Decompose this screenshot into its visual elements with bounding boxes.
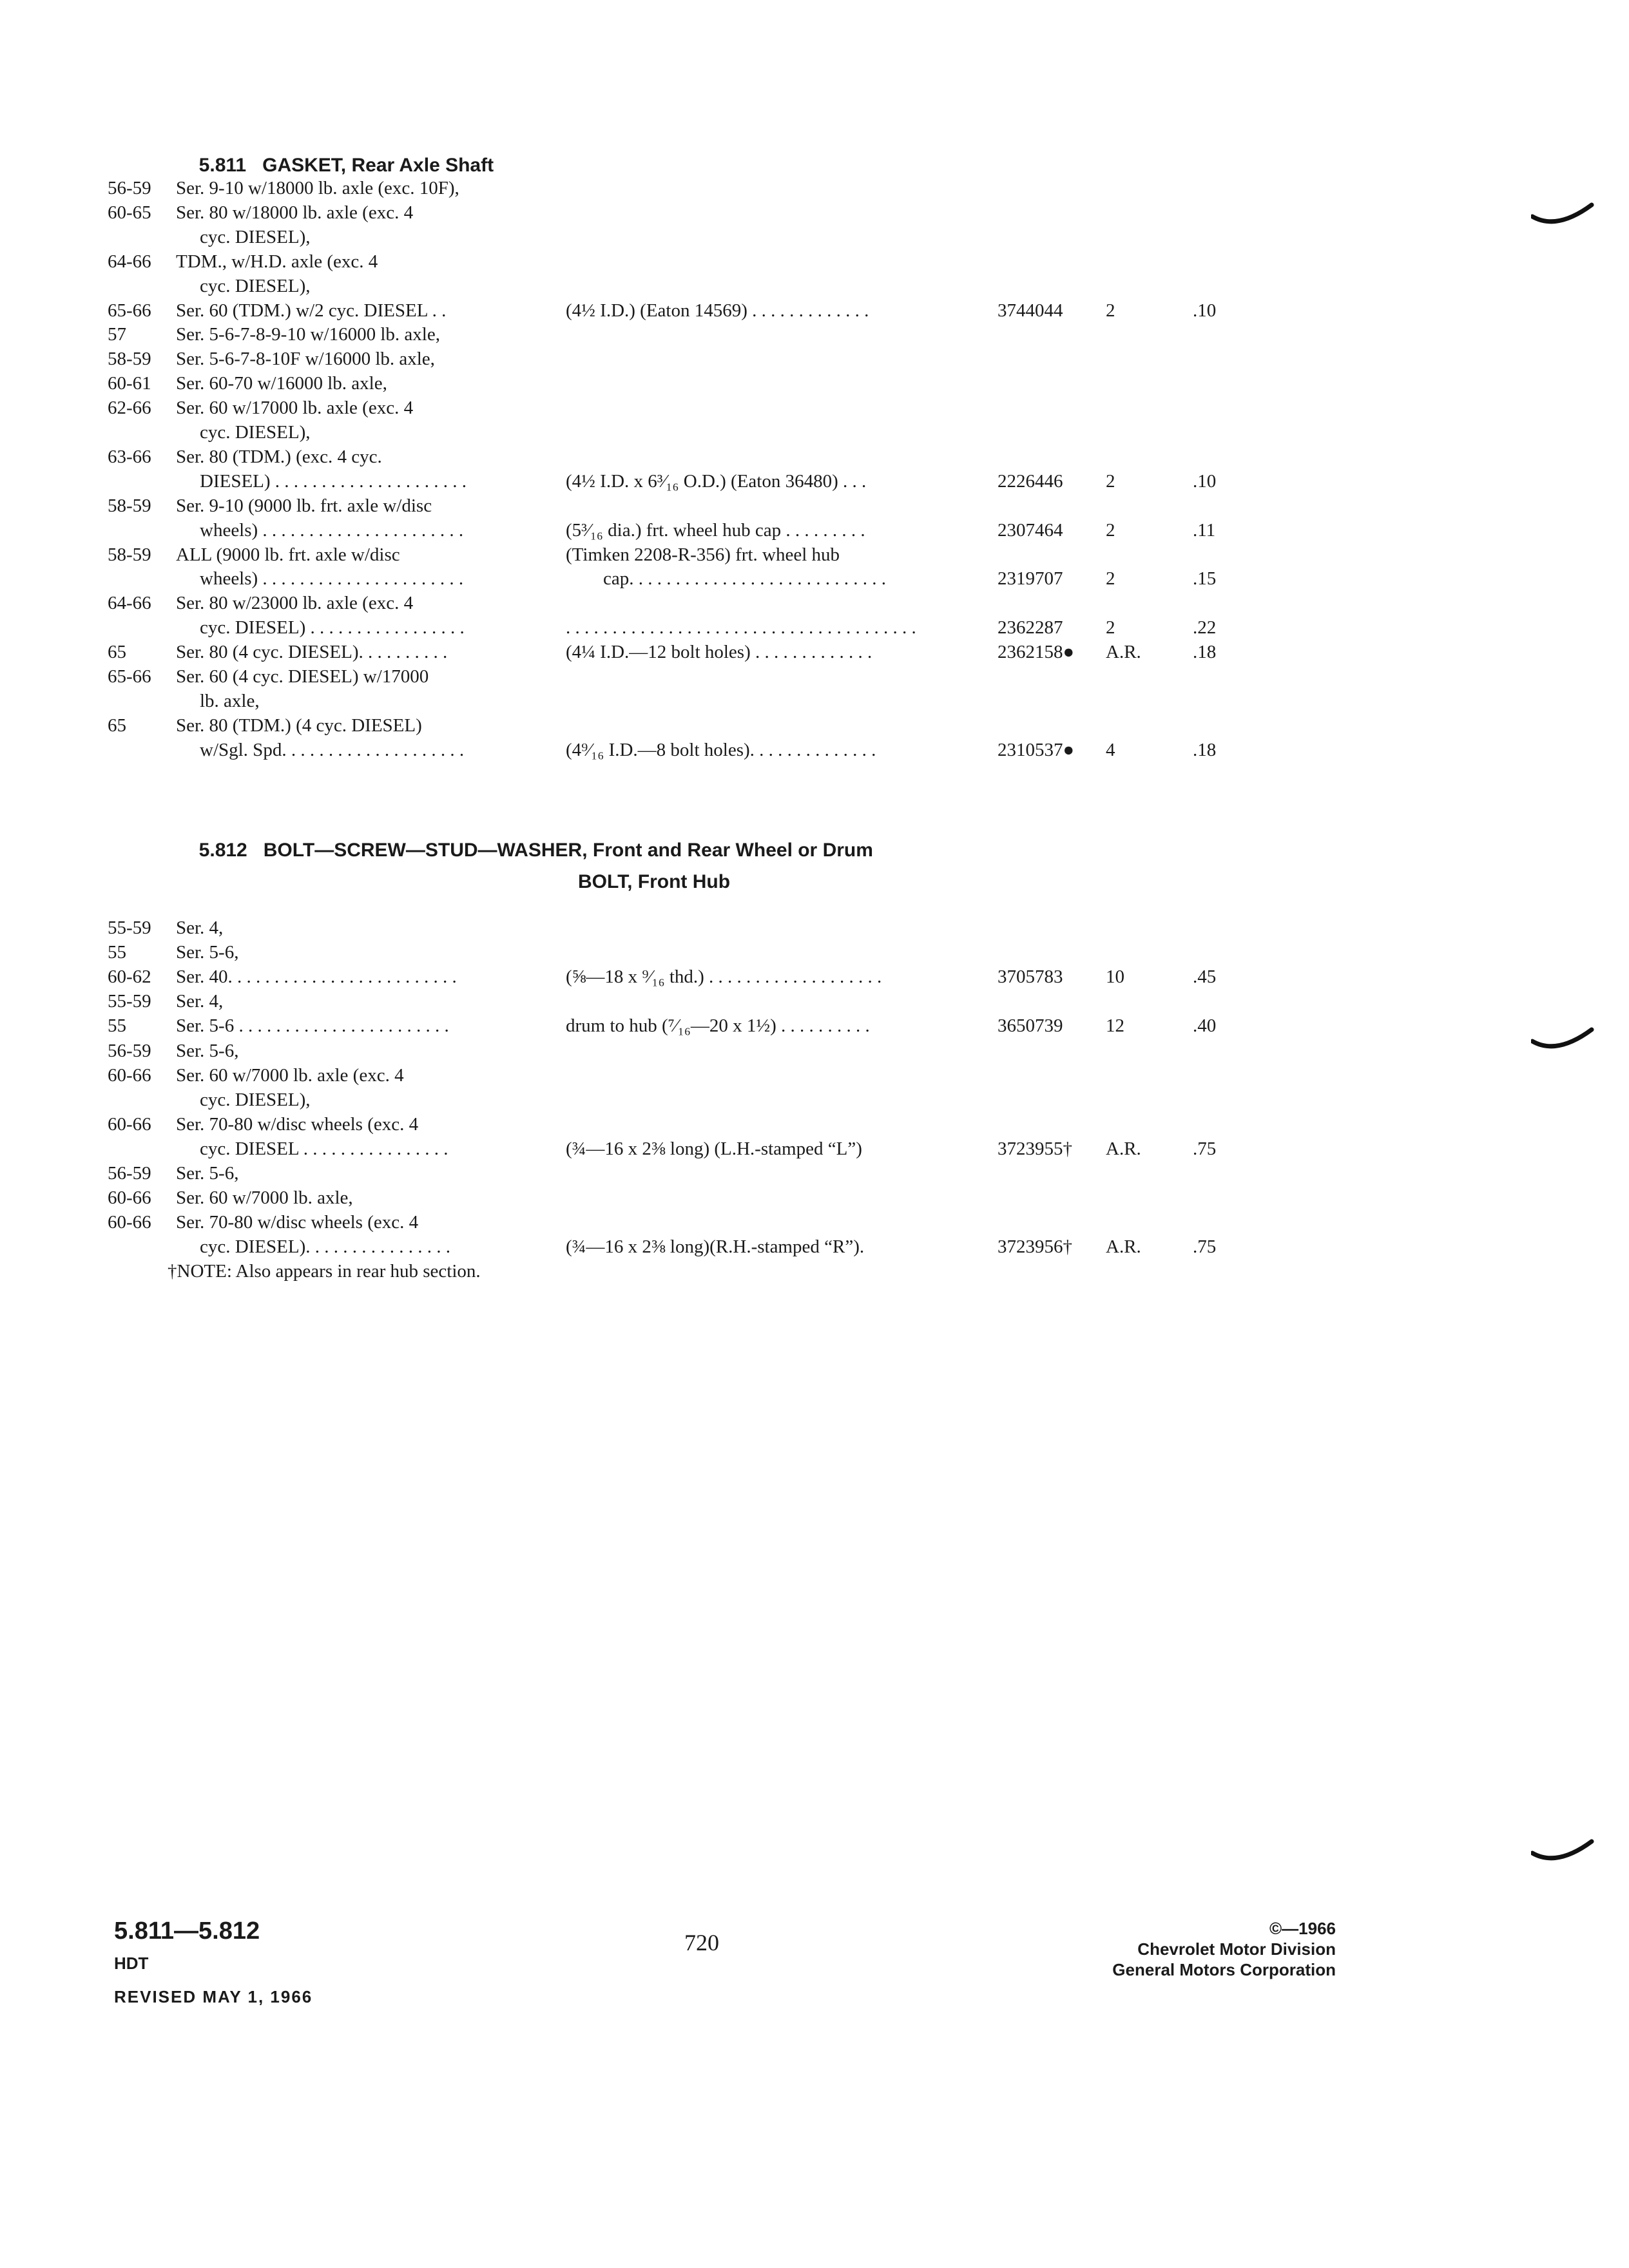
application: cyc. DIESEL),: [200, 1089, 311, 1110]
model-year: 60-66: [108, 1187, 151, 1209]
model-year: 64-66: [108, 593, 151, 614]
model-year: 56-59: [108, 1040, 151, 1061]
table-row: [0, 640, 1629, 664]
price: .75: [1193, 1138, 1217, 1159]
price: .45: [1193, 966, 1217, 988]
application: Ser. 5-6 . . . . . . . . . . . . . . . . . . . . . . .: [176, 1015, 449, 1037]
part-description: (4½ I.D. x 6³⁄₁₆ O.D.) (Eaton 36480) . . .: [566, 470, 867, 492]
table-row: [0, 566, 1629, 591]
part-description: (¾—16 x 2⅜ long) (L.H.-stamped “L”): [566, 1138, 862, 1159]
model-year: 55-59: [108, 991, 151, 1012]
application: Ser. 80 (TDM.) (exc. 4 cyc.: [176, 446, 382, 467]
model-year: 64-66: [108, 251, 151, 272]
table-row: [0, 396, 1629, 420]
application: Ser. 4,: [176, 991, 224, 1012]
table-row: [0, 518, 1629, 543]
table-row: [0, 420, 1629, 445]
part-description: . . . . . . . . . . . . . . . . . . . . . . . . . . . . . . . . . . . . . .: [566, 617, 916, 639]
model-year: 65: [108, 715, 126, 736]
page-number: 720: [684, 1930, 719, 1956]
table-row: [0, 1137, 1629, 1161]
application: w/Sgl. Spd. . . . . . . . . . . . . . . . . . . .: [200, 739, 465, 760]
part-description: drum to hub (⁷⁄₁₆—20 x 1½) . . . . . . . . . .: [566, 1015, 870, 1037]
table-row: [0, 494, 1629, 518]
application: Ser. 80 (4 cyc. DIESEL). . . . . . . . . .: [176, 642, 448, 663]
quantity: 2: [1106, 568, 1115, 590]
part-number: 2319707: [998, 568, 1063, 590]
model-year: 55: [108, 1015, 126, 1037]
table-row: [0, 1063, 1629, 1088]
table-row: [0, 176, 1629, 200]
application: Ser. 70-80 w/disc wheels (exc. 4: [176, 1212, 419, 1233]
application: Ser. 5-6,: [176, 1040, 239, 1061]
application: Ser. 5-6-7-8-9-10 w/16000 lb. axle,: [176, 324, 440, 345]
section-number: 5.811: [198, 155, 247, 176]
quantity: A.R.: [1106, 642, 1141, 663]
model-year: 60-66: [108, 1212, 151, 1233]
model-year: 60-65: [108, 202, 151, 223]
part-number: 2362287: [998, 617, 1063, 639]
application: Ser. 5-6,: [176, 942, 239, 963]
application: Ser. 60 w/7000 lb. axle,: [176, 1187, 353, 1209]
table-row: [0, 989, 1629, 1014]
application: Ser. 60 w/7000 lb. axle (exc. 4: [176, 1064, 404, 1086]
quantity: 4: [1106, 739, 1115, 760]
margin-tick-mark: [1531, 1830, 1595, 1869]
price: .15: [1193, 568, 1217, 590]
model-year: 60-66: [108, 1113, 151, 1135]
quantity: 10: [1106, 966, 1124, 988]
application: wheels) . . . . . . . . . . . . . . . . . . . . . .: [200, 519, 464, 541]
table-row: [0, 713, 1629, 738]
application: Ser. 80 w/23000 lb. axle (exc. 4: [176, 593, 414, 614]
table-row: [0, 445, 1629, 469]
model-year: 62-66: [108, 398, 151, 419]
table-row: [0, 1112, 1629, 1137]
model-year: 65-66: [108, 300, 151, 321]
quantity: 2: [1106, 617, 1115, 639]
application: cyc. DIESEL),: [200, 422, 311, 443]
price: .40: [1193, 1015, 1217, 1037]
footnote: †NOTE: Also appears in rear hub section.: [168, 1261, 481, 1282]
model-year: 65: [108, 642, 126, 663]
price: .22: [1193, 617, 1217, 639]
table-row: [0, 225, 1629, 249]
table-row: [0, 738, 1629, 762]
quantity: A.R.: [1106, 1138, 1141, 1159]
table-row: [0, 274, 1629, 298]
model-year: 60-66: [108, 1064, 151, 1086]
application: Ser. 4,: [176, 918, 224, 938]
sub-heading: BOLT, Front Hub: [578, 871, 731, 892]
table-row: [0, 1014, 1629, 1038]
section-title: BOLT—SCREW—STUD—WASHER, Front and Rear Wheel or Drum: [263, 840, 873, 861]
price: .18: [1193, 642, 1217, 663]
model-year: 63-66: [108, 446, 151, 467]
footer-copyright: ©—1966: [1269, 1919, 1336, 1938]
application: Ser. 60 w/17000 lb. axle (exc. 4: [176, 398, 414, 419]
footer-section-range: 5.811—5.812: [114, 1917, 260, 1945]
table-row: [0, 1210, 1629, 1235]
table-row: [0, 689, 1629, 713]
part-number: 2307464: [998, 519, 1063, 541]
application: TDM., w/H.D. axle (exc. 4: [176, 251, 378, 272]
application: Ser. 9-10 (9000 lb. frt. axle w/disc: [176, 495, 432, 516]
application: Ser. 40. . . . . . . . . . . . . . . . . . . . . . . . .: [176, 966, 457, 988]
section-number: 5.812: [198, 840, 247, 861]
application: Ser. 9-10 w/18000 lb. axle (exc. 10F),: [176, 178, 459, 198]
footer-code: HDT: [114, 1954, 149, 1973]
application: Ser. 60-70 w/16000 lb. axle,: [176, 373, 387, 394]
model-year: 58-59: [108, 349, 151, 370]
part-number: 3744044: [998, 300, 1063, 321]
model-year: 58-59: [108, 544, 151, 565]
part-number: 3723956†: [998, 1236, 1072, 1258]
price: .75: [1193, 1236, 1217, 1258]
part-description: (4½ I.D.) (Eaton 14569) . . . . . . . . . . . . .: [566, 300, 869, 321]
model-year: 55-59: [108, 918, 151, 938]
application: cyc. DIESEL),: [200, 275, 311, 296]
application: cyc. DIESEL . . . . . . . . . . . . . . . .: [200, 1138, 448, 1159]
price: .10: [1193, 300, 1217, 321]
section-heading-5812: [188, 814, 873, 863]
quantity: 12: [1106, 1015, 1124, 1037]
model-year: 60-62: [108, 966, 151, 988]
table-row: [0, 543, 1629, 567]
part-number: 2226446: [998, 470, 1063, 492]
model-year: 58-59: [108, 495, 151, 516]
application: ALL (9000 lb. frt. axle w/disc: [176, 544, 400, 565]
application: DIESEL) . . . . . . . . . . . . . . . . . . . . .: [200, 470, 467, 492]
application: Ser. 60 (4 cyc. DIESEL) w/17000: [176, 666, 429, 687]
table-row: [0, 965, 1629, 989]
table-row: [0, 940, 1629, 965]
table-row: [0, 591, 1629, 615]
table-row: [0, 347, 1629, 371]
part-number: 2362158●: [998, 642, 1075, 663]
model-year: 57: [108, 324, 126, 345]
price: .18: [1193, 739, 1217, 760]
part-description: (Timken 2208-R-356) frt. wheel hub: [566, 544, 840, 565]
price: .11: [1193, 519, 1216, 541]
part-description: (¾—16 x 2⅜ long)(R.H.-stamped “R”).: [566, 1236, 865, 1258]
table-row: [0, 322, 1629, 347]
footer-division: Chevrolet Motor Division: [1137, 1939, 1336, 1959]
table-row: [0, 1235, 1629, 1259]
part-number: 3723955†: [998, 1138, 1072, 1159]
table-row: [0, 1161, 1629, 1186]
quantity: 2: [1106, 470, 1115, 492]
application: Ser. 70-80 w/disc wheels (exc. 4: [176, 1113, 419, 1135]
table-row: [0, 615, 1629, 640]
model-year: 56-59: [108, 178, 151, 198]
table-row: [0, 371, 1629, 396]
margin-tick-mark: [1531, 193, 1595, 232]
footer-corporation: General Motors Corporation: [1112, 1960, 1336, 1979]
quantity: 2: [1106, 519, 1115, 541]
footer-revised: REVISED MAY 1, 1966: [114, 1987, 313, 2006]
application: Ser. 60 (TDM.) w/2 cyc. DIESEL . .: [176, 300, 447, 321]
quantity: 2: [1106, 300, 1115, 321]
model-year: 56-59: [108, 1163, 151, 1184]
table-row: [0, 469, 1629, 494]
application: lb. axle,: [200, 690, 260, 711]
table-row: [0, 200, 1629, 225]
part-description: cap. . . . . . . . . . . . . . . . . . . . . . . . . . . .: [603, 568, 886, 590]
part-description: (⅝—18 x ⁹⁄₁₆ thd.) . . . . . . . . . . . . . . . . . . .: [566, 966, 882, 988]
application: Ser. 5-6-7-8-10F w/16000 lb. axle,: [176, 349, 435, 370]
part-number: 3650739: [998, 1015, 1063, 1037]
part-description: (5³⁄₁₆ dia.) frt. wheel hub cap . . . . . . . . .: [566, 519, 865, 541]
table-row: [0, 1186, 1629, 1210]
section-title: GASKET, Rear Axle Shaft: [262, 155, 494, 176]
table-row: [0, 664, 1629, 689]
application: Ser. 80 w/18000 lb. axle (exc. 4: [176, 202, 414, 223]
section-heading-5811: [188, 129, 494, 178]
application: Ser. 80 (TDM.) (4 cyc. DIESEL): [176, 715, 422, 736]
part-description: (4⁹⁄₁₆ I.D.—8 bolt holes). . . . . . . . . . . . . .: [566, 739, 876, 760]
quantity: A.R.: [1106, 1236, 1141, 1258]
part-description: (4¼ I.D.—12 bolt holes) . . . . . . . . . . . . .: [566, 642, 872, 663]
model-year: 60-61: [108, 373, 151, 394]
application: cyc. DIESEL),: [200, 226, 311, 247]
application: cyc. DIESEL) . . . . . . . . . . . . . . . . .: [200, 617, 465, 639]
table-row: [0, 249, 1629, 274]
part-number: 2310537●: [998, 739, 1075, 760]
table-row: [0, 1039, 1629, 1063]
model-year: 55: [108, 942, 126, 963]
model-year: 65-66: [108, 666, 151, 687]
application: cyc. DIESEL). . . . . . . . . . . . . . . .: [200, 1236, 451, 1258]
table-row: [0, 298, 1629, 323]
part-number: 3705783: [998, 966, 1063, 988]
table-row: [0, 1088, 1629, 1112]
table-row: [0, 916, 1629, 940]
application: Ser. 5-6,: [176, 1163, 239, 1184]
price: .10: [1193, 470, 1217, 492]
margin-tick-mark: [1531, 1018, 1595, 1057]
application: wheels) . . . . . . . . . . . . . . . . . . . . . .: [200, 568, 464, 590]
